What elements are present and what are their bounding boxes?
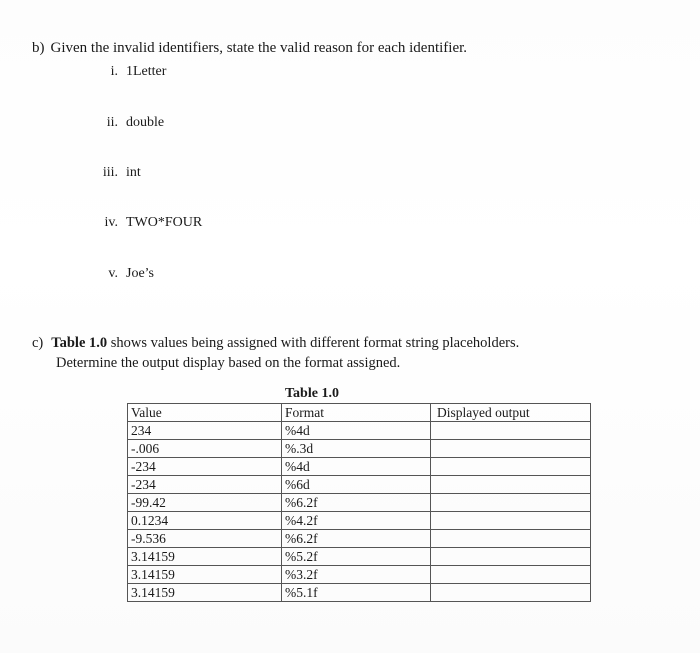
cell-format: %6.2f bbox=[282, 530, 431, 548]
cell-output[interactable] bbox=[431, 476, 591, 494]
question-b-prompt bbox=[32, 40, 467, 57]
cell-value: 3.14159 bbox=[128, 584, 282, 602]
item-number: i. bbox=[110, 64, 118, 79]
question-c-text: shows values being assigned with different format string placeholders. bbox=[107, 335, 520, 351]
cell-output[interactable] bbox=[431, 530, 591, 548]
cell-format: %4d bbox=[282, 422, 431, 440]
table-row bbox=[128, 548, 591, 566]
table-row bbox=[128, 566, 591, 584]
cell-value: -9.536 bbox=[128, 530, 282, 548]
cell-format: %4d bbox=[282, 458, 431, 476]
cell-output[interactable] bbox=[431, 584, 591, 602]
cell-format: %6.2f bbox=[282, 494, 431, 512]
question-b-label: b) bbox=[32, 40, 45, 56]
table-row bbox=[128, 422, 591, 440]
question-c-label: c) bbox=[32, 335, 44, 351]
cell-value: 3.14159 bbox=[128, 548, 282, 566]
identifier-text: int bbox=[126, 165, 141, 180]
cell-output[interactable] bbox=[431, 494, 591, 512]
cell-output[interactable] bbox=[431, 458, 591, 476]
header-value: Value bbox=[128, 404, 282, 422]
table-row bbox=[128, 440, 591, 458]
identifier-item bbox=[106, 115, 165, 131]
table-header-row bbox=[128, 404, 591, 422]
cell-output[interactable] bbox=[431, 440, 591, 458]
identifier-item bbox=[110, 64, 167, 80]
table-caption: Table 1.0 bbox=[285, 386, 339, 401]
cell-format: %3.2f bbox=[282, 566, 431, 584]
identifier-text: double bbox=[126, 115, 165, 130]
cell-format: %5.2f bbox=[282, 548, 431, 566]
cell-format: %6d bbox=[282, 476, 431, 494]
identifier-text: TWO*FOUR bbox=[126, 215, 203, 230]
cell-output[interactable] bbox=[431, 422, 591, 440]
cell-output[interactable] bbox=[431, 512, 591, 530]
cell-format: %5.1f bbox=[282, 584, 431, 602]
question-c-prompt bbox=[32, 333, 672, 373]
item-number: iii. bbox=[102, 165, 118, 180]
item-number: v. bbox=[108, 266, 118, 281]
identifier-item bbox=[108, 266, 154, 282]
item-number: ii. bbox=[106, 115, 118, 130]
table-row bbox=[128, 530, 591, 548]
cell-output[interactable] bbox=[431, 566, 591, 584]
cell-value: -234 bbox=[128, 476, 282, 494]
cell-value: 0.1234 bbox=[128, 512, 282, 530]
cell-value: -234 bbox=[128, 458, 282, 476]
header-displayed-output: Displayed output bbox=[431, 404, 591, 422]
table-reference: Table 1.0 bbox=[51, 335, 108, 351]
cell-value: 3.14159 bbox=[128, 566, 282, 584]
format-table bbox=[127, 403, 591, 602]
identifier-text: Joe’s bbox=[126, 266, 154, 281]
cell-value: -.006 bbox=[128, 440, 282, 458]
cell-value: -99.42 bbox=[128, 494, 282, 512]
cell-format: %4.2f bbox=[282, 512, 431, 530]
identifier-item bbox=[102, 165, 141, 181]
table-row bbox=[128, 476, 591, 494]
cell-value: 234 bbox=[128, 422, 282, 440]
identifier-item bbox=[104, 215, 203, 231]
table-row bbox=[128, 494, 591, 512]
question-b-text: Given the invalid identifiers, state the valid reason for each identifier. bbox=[50, 40, 468, 56]
table-row bbox=[128, 458, 591, 476]
cell-output[interactable] bbox=[431, 548, 591, 566]
header-format: Format bbox=[282, 404, 431, 422]
identifier-text: 1Letter bbox=[126, 64, 167, 79]
cell-format: %.3d bbox=[282, 440, 431, 458]
item-number: iv. bbox=[104, 215, 118, 230]
question-c-text-line2: Determine the output display based on the format assigned. bbox=[56, 355, 401, 371]
table-row bbox=[128, 512, 591, 530]
table-row bbox=[128, 584, 591, 602]
